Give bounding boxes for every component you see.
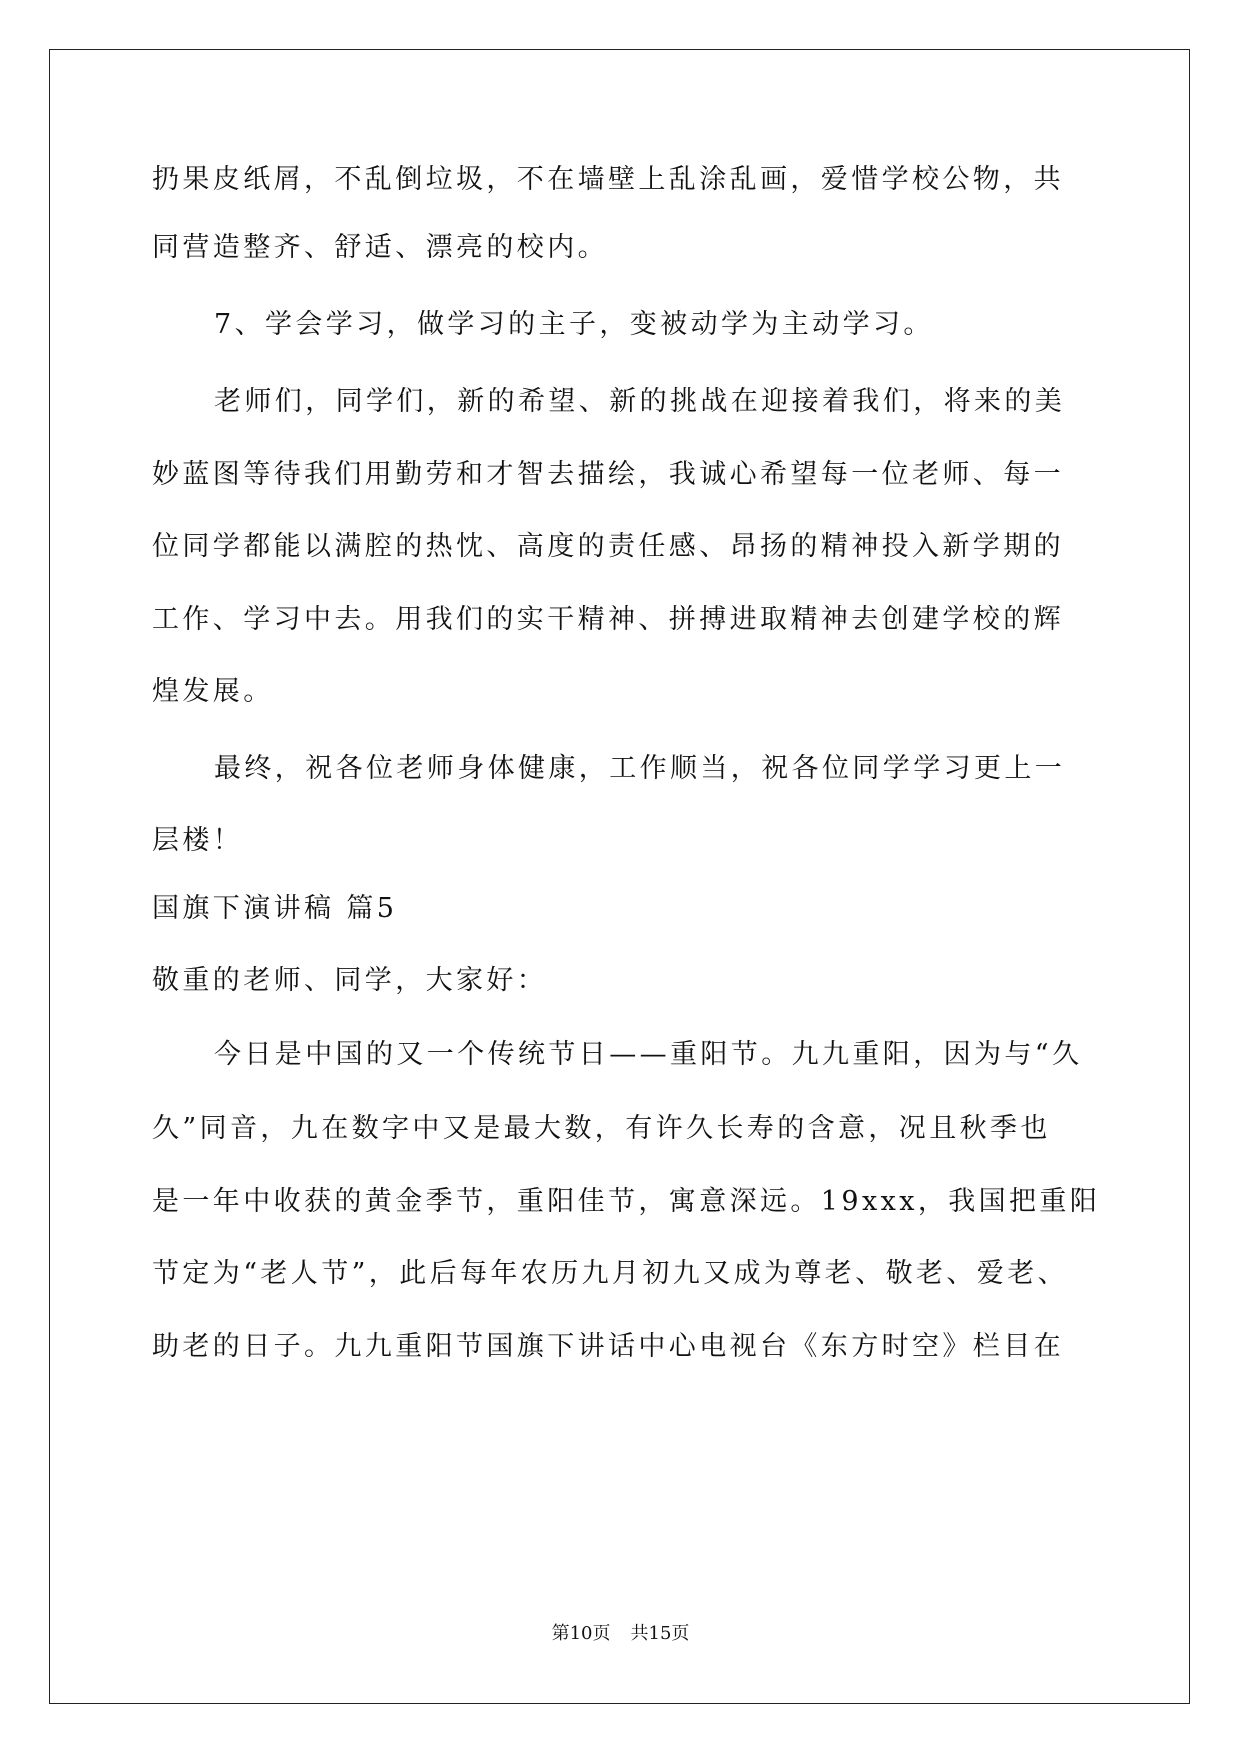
text-line: 妙蓝图等待我们用勤劳和才智去描绘，我诚心希望每一位老师、每一 <box>152 459 1064 490</box>
text-line: 位同学都能以满腔的热忱、高度的责任感、昂扬的精神投入新学期的 <box>152 531 1064 562</box>
page-footer <box>0 1622 1241 1646</box>
page-border <box>49 49 1190 1704</box>
text-line: 节定为“老人节”，此后每年农历九月初九又成为尊老、敬老、爱老、 <box>152 1258 1069 1289</box>
text-line: 工作、学习中去。用我们的实干精神、拼搏进取精神去创建学校的辉 <box>152 604 1064 635</box>
text-line: 助老的日子。九九重阳节国旗下讲话中心电视台《东方时空》栏目在 <box>152 1331 1064 1362</box>
text-line: 今日是中国的又一个传统节日——重阳节。九九重阳，因为与“久 <box>214 1039 1083 1070</box>
page-number-total: 共15页 <box>630 1623 690 1644</box>
page-number-current: 第10页 <box>551 1623 611 1644</box>
text-line: 是一年中收获的黄金季节，重阳佳节，寓意深远。19xxx，我国把重阳 <box>152 1186 1101 1217</box>
salutation: 敬重的老师、同学，大家好： <box>152 965 548 996</box>
section-heading: 国旗下演讲稿 篇5 <box>152 893 398 924</box>
text-line: 扔果皮纸屑，不乱倒垃圾，不在墙壁上乱涂乱画，爱惜学校公物，共 <box>152 164 1064 195</box>
text-line: 层楼！ <box>152 825 244 856</box>
text-line: 老师们，同学们，新的希望、新的挑战在迎接着我们，将来的美 <box>214 386 1066 417</box>
text-line: 久”同音，九在数字中又是最大数，有许久长寿的含意，况且秋季也 <box>152 1113 1051 1144</box>
text-line: 最终，祝各位老师身体健康，工作顺当，祝各位同学学习更上一 <box>214 753 1066 784</box>
text-line: 同营造整齐、舒适、漂亮的校内。 <box>152 232 608 263</box>
text-line: 煌发展。 <box>152 676 274 707</box>
text-line: 7、学会学习，做学习的主子，变被动学为主动学习。 <box>214 309 934 340</box>
